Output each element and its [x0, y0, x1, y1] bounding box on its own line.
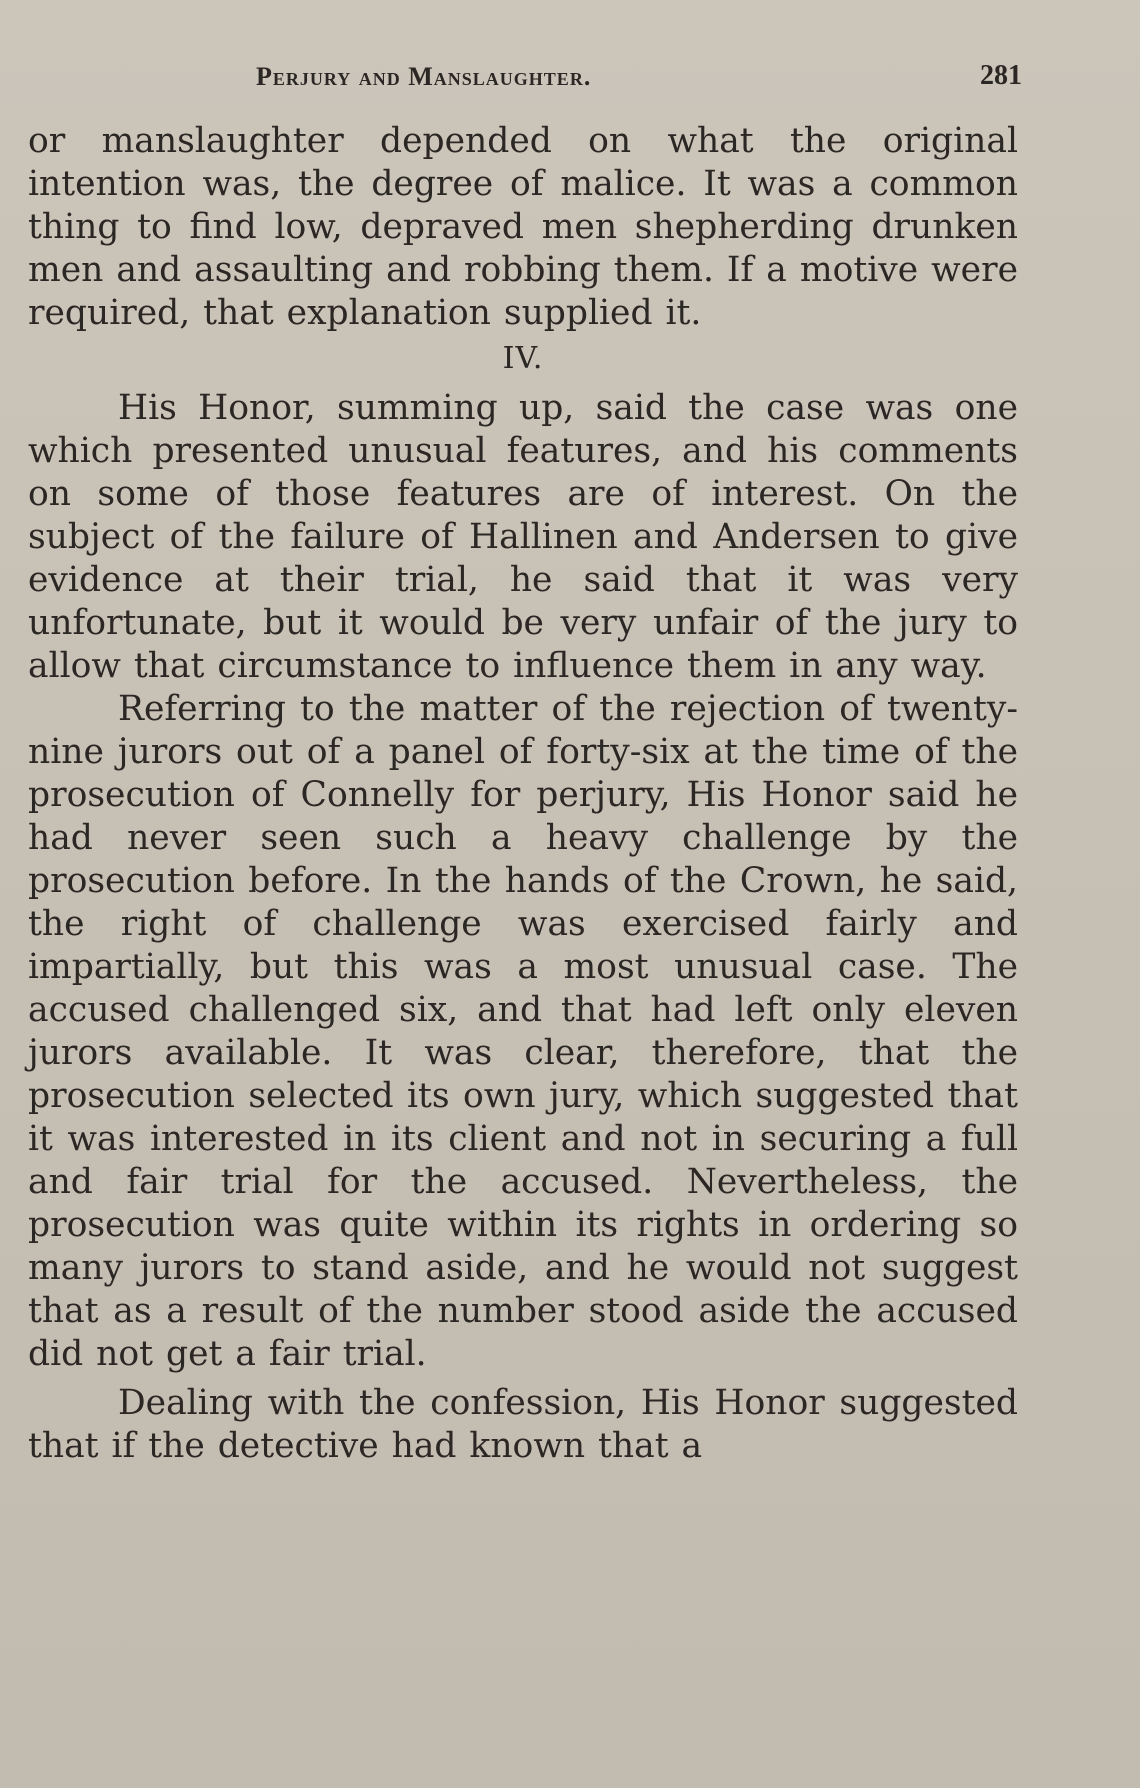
- body-text: [28, 120, 1018, 1468]
- paragraph-confession: Dealing with the confession, His Honor suggested that if the detective had known that a: [28, 1383, 1018, 1466]
- running-head: [0, 62, 1140, 102]
- running-title: Perjury and Manslaughter.: [256, 62, 592, 91]
- page-number: 281: [980, 60, 1022, 91]
- section-heading: IV.: [502, 341, 544, 376]
- paragraph-summing-up: His Honor, summing up, said the case was one which presented unusual features, and his comments on some of those features are of interest. On the subject of the failure of Hallinen and Andersen to give evidence at their trial, he said that it was very unfortunate, but it would be very unfair of the jury to allow that circumstance to influence them in any way.: [28, 388, 1018, 686]
- paragraph-continued: or manslaughter depended on what the original intention was, the degree of malice. It was a common thing to find low, depraved men shepherding drunken men and assaulting and robbing them. If a motive were required, that explanation supplied it.: [28, 121, 1018, 333]
- paragraph-jurors: Referring to the matter of the rejection of twenty-nine jurors out of a panel of forty-six at the time of the prosecution of Connelly for perjury, His Honor said he had never seen such a heavy challenge by the prosecution before. In the hands of the Crown, he said, the right of challenge was exercised fairly and impartially, but this was a most unusual case. The accused challenged six, and that had left only eleven jurors available. It was clear, therefore, that the prosecution selected its own jury, which suggested that it was interested in its client and not in securing a full and fair trial for the accused. Nevertheless, the prosecution was quite within its rights in ordering so many jurors to stand aside, and he would not suggest that as a result of the number stood aside the accused did not get a fair trial.: [28, 689, 1018, 1374]
